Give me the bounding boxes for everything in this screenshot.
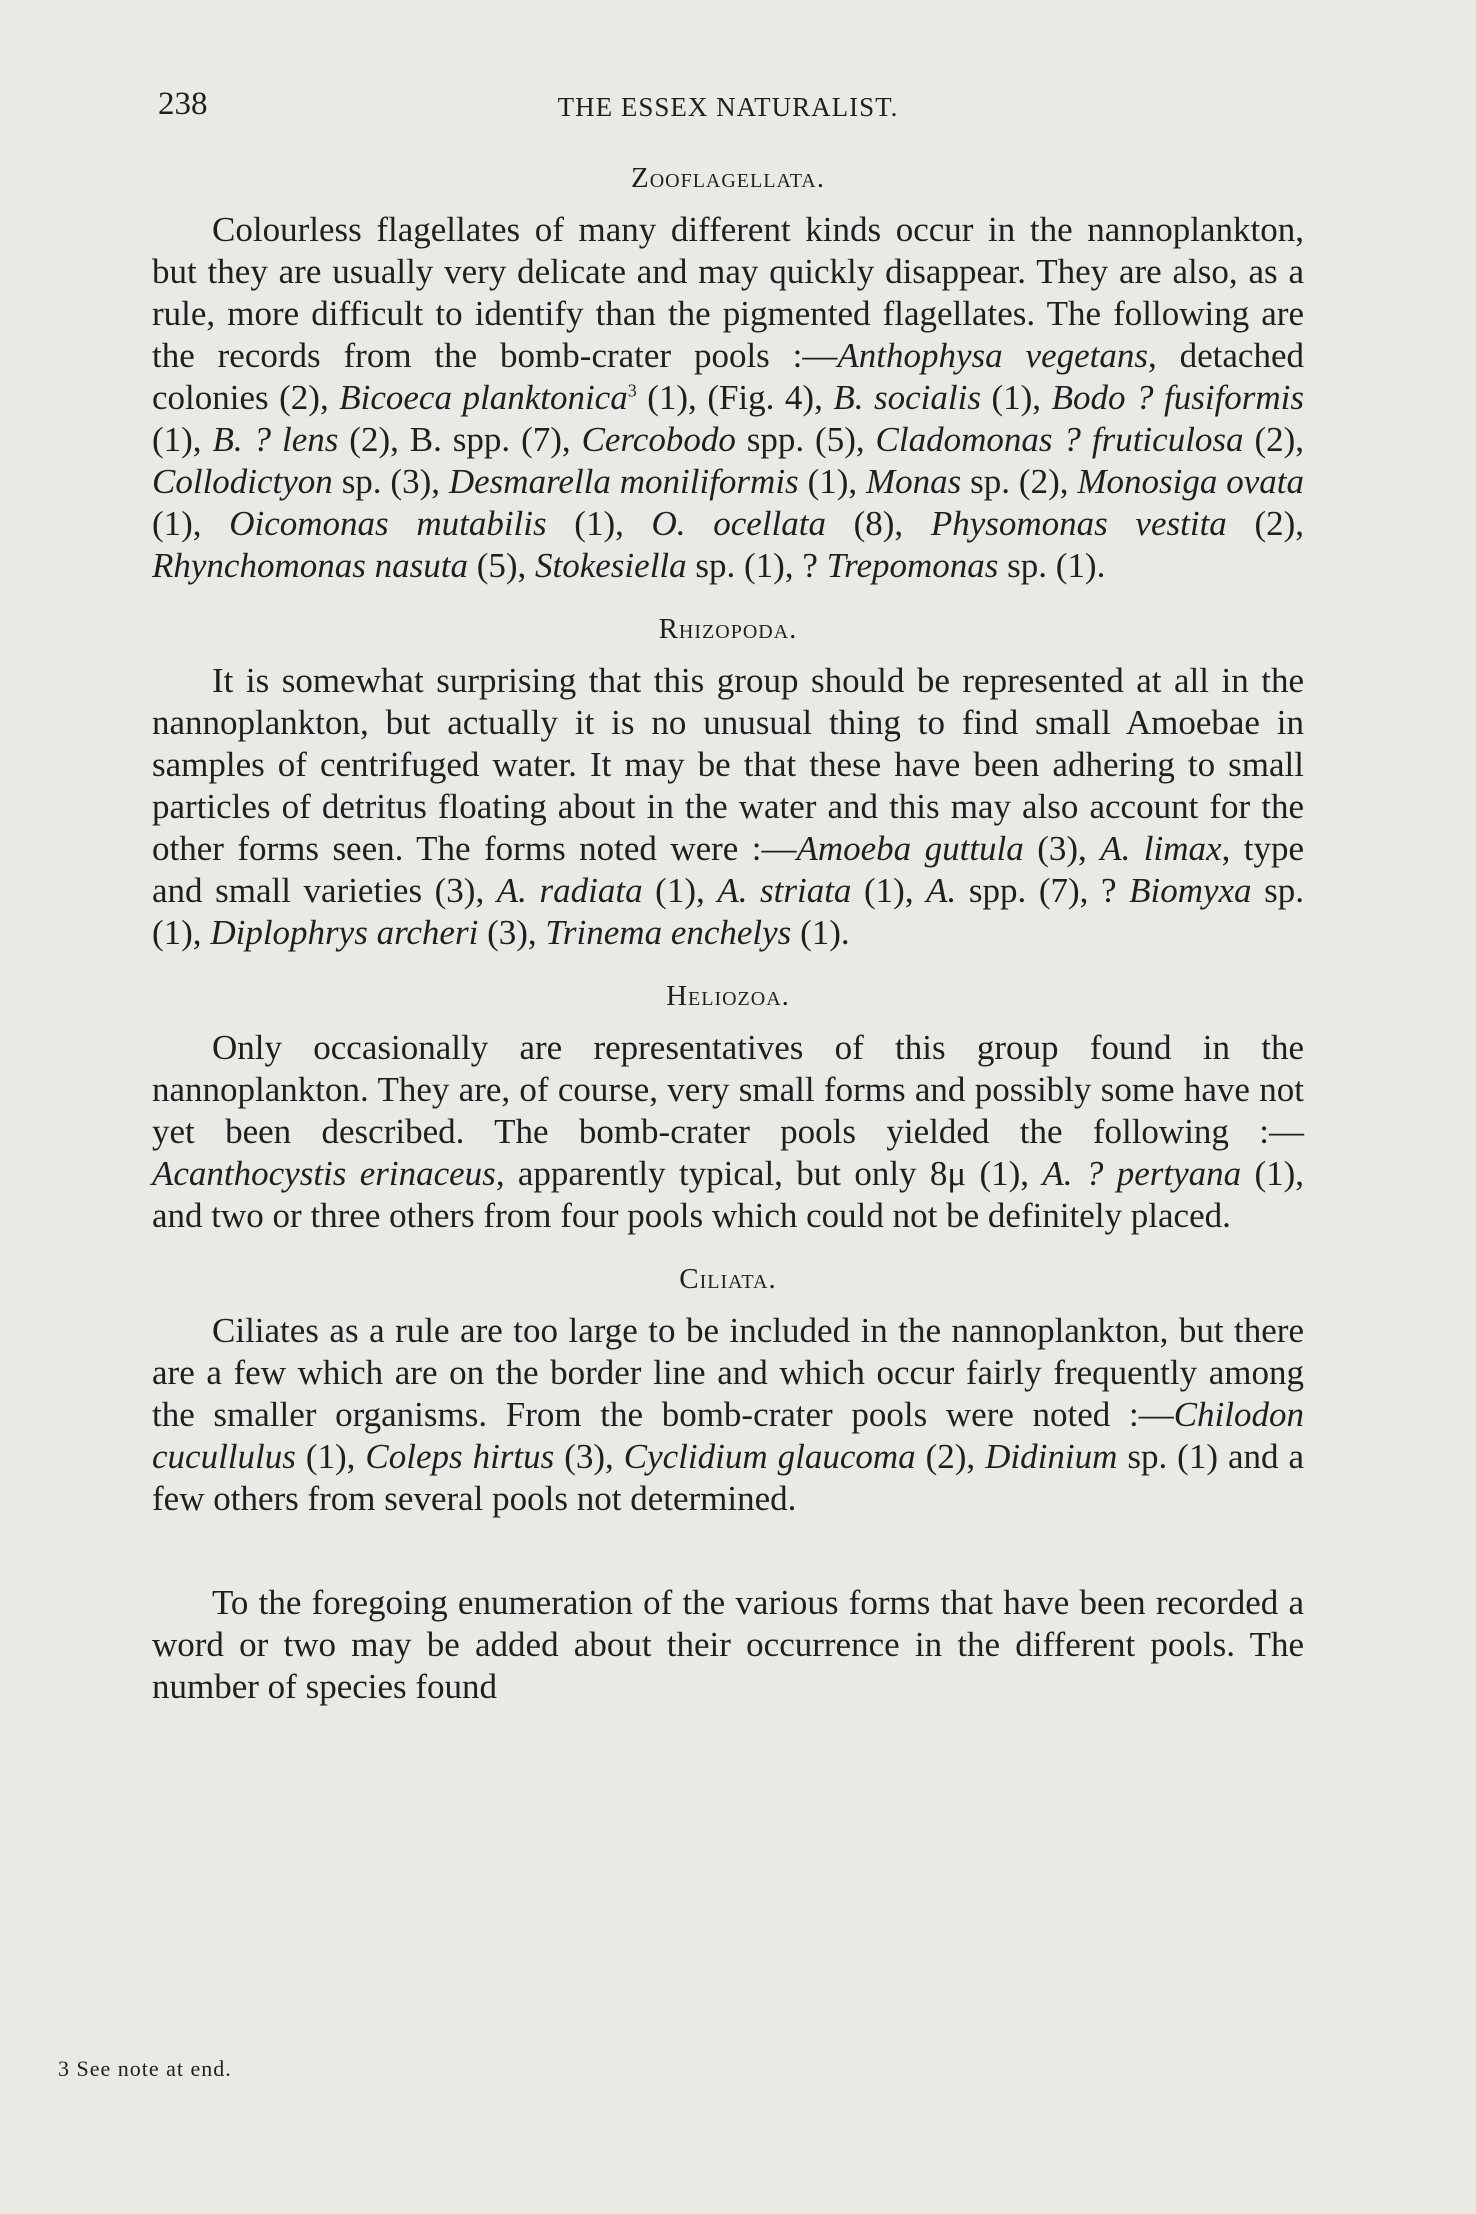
taxon-name: Acanthocystis erinaceus: [152, 1154, 496, 1193]
text-run: Ciliates as a rule are too large to be included in the nannoplankton, but there are a few which are on the border line and which occur fairly frequently among the smaller organisms. From the bomb-crater pools were noted :—: [152, 1311, 1304, 1434]
section-heading: Zooflagellata.: [630, 162, 825, 194]
text-run: sp. (3),: [332, 462, 449, 501]
text-run: (1),: [152, 420, 213, 459]
text-run: (1), and two or three others from four pools which could not be definitely placed.: [152, 1154, 1305, 1235]
taxon-name: A.: [926, 871, 957, 910]
taxon-name: Monosiga ovata: [1077, 462, 1304, 501]
taxon-name: Didinium: [985, 1437, 1118, 1476]
text-run: Colourless flagellates of many different kinds occur in the nannoplankton, but they are usually very delicate and may quickly disappear. They are also, as a rule, more difficult to identify than the pigmented flagellates. The following are the records from the bomb-crater pools :—: [152, 210, 1304, 375]
text-run: , detached colonies (2),: [152, 336, 1304, 417]
taxon-name: A. ? pertyana: [1042, 1154, 1242, 1193]
text-run: (1),: [152, 504, 230, 543]
taxon-name: Physomonas vestita: [930, 504, 1227, 543]
taxon-name: Anthophysa vegetans: [837, 336, 1148, 375]
text-run: (2),: [1243, 420, 1305, 459]
taxon-name: Collodictyon: [152, 462, 333, 501]
taxon-name: Cladomonas ? fruticulosa: [875, 420, 1244, 459]
section-heading: Rhizopoda.: [658, 613, 798, 645]
taxon-name: Biomyxa: [1129, 871, 1252, 910]
text-run: (1),: [851, 871, 927, 910]
paragraph: [152, 660, 1304, 954]
text-run: (1),: [546, 504, 652, 543]
text-run: (5),: [467, 546, 536, 585]
text-run: sp. (1),: [152, 871, 1305, 952]
running-head: THE ESSEX NATURALIST.: [557, 92, 899, 122]
taxon-name: Bicoeca planktonica: [339, 378, 628, 417]
text-run: (2),: [915, 1437, 986, 1476]
page: [152, 78, 1304, 1708]
text-run: (2),: [1226, 504, 1305, 543]
taxon-name: Trepomonas: [826, 546, 999, 585]
taxon-name: Amoeba guttula: [796, 829, 1024, 868]
taxon-name: Stokesiella: [535, 546, 687, 585]
text-run: (1),: [642, 871, 718, 910]
text-run: sp. (1).: [998, 546, 1106, 585]
section-heading: Heliozoa.: [666, 980, 790, 1012]
text-run: spp. (5),: [735, 420, 876, 459]
section-ciliata: [152, 1263, 1304, 1520]
paragraph: [152, 1027, 1304, 1237]
taxon-name: Trinema enchelys: [545, 913, 792, 952]
text-run: Only occasionally are representatives of this group found in the nannoplankton. They are, of course, very small forms and possibly some have not yet been described. The bomb-crater pools yielded the following :—: [152, 1028, 1304, 1151]
section-heading: Ciliata.: [679, 1263, 777, 1295]
page-header: [152, 78, 1304, 138]
taxon-name: O. ocellata: [651, 504, 826, 543]
taxon-name: Monas: [866, 462, 962, 501]
text-run: sp. (2),: [961, 462, 1078, 501]
taxon-name: B. socialis: [833, 378, 981, 417]
section-zooflagellata: [152, 162, 1304, 587]
taxon-name: Rhynchomonas nasuta: [152, 546, 468, 585]
taxon-name: Cercobodo: [581, 420, 736, 459]
text-run: (1),: [980, 378, 1052, 417]
section-rhizopoda: [152, 613, 1304, 954]
paragraph: [152, 1310, 1304, 1520]
text-run: , type and small varieties (3),: [152, 829, 1305, 910]
text-run: (1),: [798, 462, 867, 501]
text-run: (1), (Fig. 4),: [636, 378, 834, 417]
taxon-name: Oicomonas mutabilis: [229, 504, 547, 543]
closing-paragraph: To the foregoing enumeration of the various forms that have been recorded a word or two may be added about their occurrence in the different pools. The number of species found: [152, 1583, 1304, 1706]
text-run: (1).: [791, 913, 850, 952]
text-run: spp. (7), ?: [956, 871, 1130, 910]
taxon-name: A. radiata: [496, 871, 643, 910]
footnote: 3 See note at end.: [58, 2056, 232, 2081]
taxon-name: Diplophrys archeri: [210, 913, 479, 952]
taxon-name: Cyclidium glaucoma: [623, 1437, 916, 1476]
paragraph: [152, 209, 1304, 587]
footnote-ref: 3: [627, 380, 637, 401]
taxon-name: A. limax: [1100, 829, 1222, 868]
taxon-name: Bodo ? fusiformis: [1051, 378, 1305, 417]
page-number: 238: [158, 86, 208, 122]
taxon-name: A. striata: [717, 871, 852, 910]
text-run: , apparently typical, but only 8μ (1),: [495, 1154, 1043, 1193]
text-run: sp. (1) and a few others from several pools not determined.: [152, 1437, 1304, 1518]
section-heliozoa: [152, 980, 1304, 1237]
text-run: (8),: [825, 504, 931, 543]
taxon-name: Coleps hirtus: [365, 1437, 555, 1476]
text-run: It is somewhat surprising that this group should be represented at all in the nannoplankton, but actually it is no unusual thing to find small Amoebae in samples of centrifuged water. It may be that these have been adhering to small particles of detritus floating about in the water and this may also account for the other forms seen. The forms noted were :—: [152, 661, 1304, 868]
text-run: (1),: [295, 1437, 366, 1476]
text-run: (3),: [478, 913, 546, 952]
text-run: (2), B. spp. (7),: [338, 420, 582, 459]
text-run: (3),: [554, 1437, 624, 1476]
taxon-name: B. ? lens: [212, 420, 339, 459]
taxon-name: Chilodon cucullulus: [152, 1395, 1304, 1476]
text-run: (3),: [1023, 829, 1101, 868]
taxon-name: Desmarella moniliformis: [448, 462, 799, 501]
text-run: sp. (1), ?: [686, 546, 827, 585]
